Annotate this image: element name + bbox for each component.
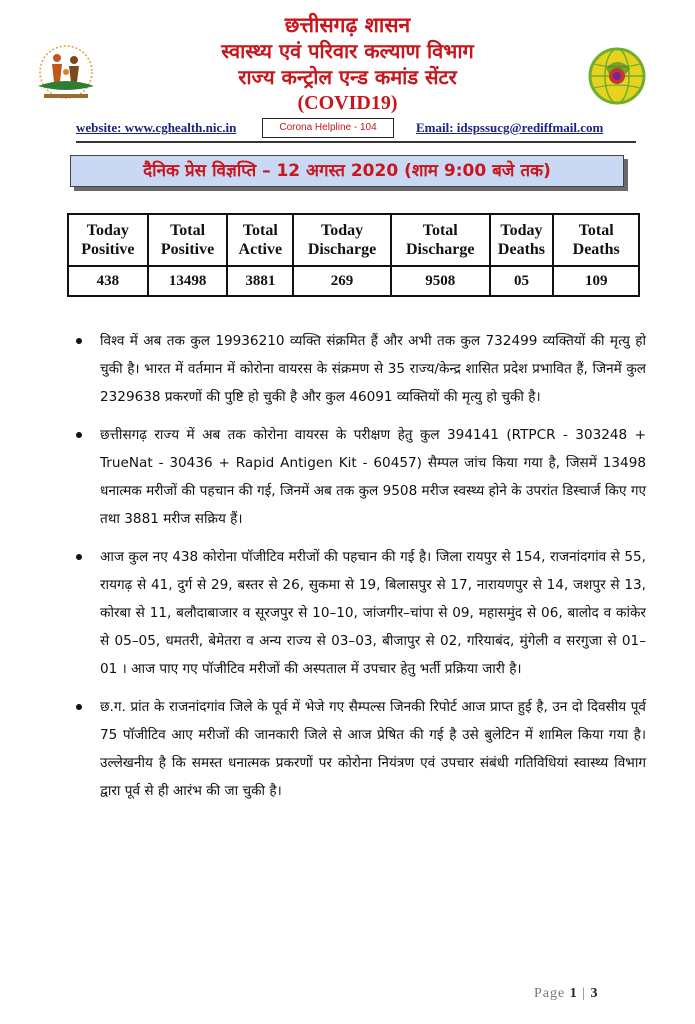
list-item bbox=[76, 693, 646, 805]
government-name: छत्तीसगढ़ शासन bbox=[284, 12, 411, 37]
value-today-discharge: 269 bbox=[293, 266, 391, 296]
list-item bbox=[76, 543, 646, 683]
control-center-name: राज्य कन्ट्रोल एन्ड कमांड सेंटर bbox=[238, 65, 457, 89]
covid-stats-table bbox=[67, 213, 640, 297]
header-total-active: Total Active bbox=[227, 214, 293, 266]
contact-bar bbox=[76, 118, 636, 140]
table-row bbox=[68, 266, 639, 296]
page-number: Page 1 | 3 bbox=[534, 986, 599, 1001]
press-release-title: दैनिक प्रेस विज्ञप्ति – 12 अगस्त 2020 (शाम 9:00 बजे तक) bbox=[70, 155, 624, 187]
table-header-row bbox=[68, 214, 639, 266]
helpline-box: Corona Helpline - 104 bbox=[262, 118, 394, 138]
list-item bbox=[76, 327, 646, 411]
value-total-active: 3881 bbox=[227, 266, 293, 296]
bullet-icon bbox=[76, 554, 82, 560]
value-total-deaths: 109 bbox=[553, 266, 639, 296]
bullet-text-world: विश्व में अब तक कुल 19936210 व्यक्ति संक्रमित हैं और अभी तक कुल 732499 व्यक्तियों की मृत्यु हो चुकी है। भारत में वर्तमान में कोरोना वायरस के संक्रमण से 35 राज्य/केन्द्र शासित प्रदेश प्रभावित हैं, जिनमें कुल 2329638 प्रकरणों की पुष्टि हो चुकी है और कुल 46091 व्यक्तियों की मृत्यु हो चुकी है। bbox=[100, 333, 646, 405]
value-today-positive: 438 bbox=[68, 266, 148, 296]
header-today-positive: Today Positive bbox=[68, 214, 148, 266]
globe-emblem-icon bbox=[586, 46, 648, 106]
covid-label: (COVID19) bbox=[297, 92, 398, 114]
website-link[interactable]: website: www.cghealth.nic.in bbox=[76, 120, 237, 135]
bullet-icon bbox=[76, 704, 82, 710]
bullet-text-rajnandgaon-note: छ.ग. प्रांत के राजनांदगांव जिले के पूर्व में भेजे गए सैम्पल्स जिनकी रिपोर्ट आज प्राप्त हुई है, उन दो दिवसीय पूर्व 75 पॉजीटिव आए मरीजों की जानकारी जिले से आज प्रेषित की गई है उसे बुलेटिन में शामिल किया गया है। उल्लेखनीय है कि समस्त धनात्मक प्रकरणों पर कोरोना नियंत्रण एवं उपचार संबंधी गतिविधियां स्वास्थ्य विभाग द्वारा पूर्व से ही आरंभ की जा चुकी है। bbox=[100, 699, 646, 799]
bullet-icon bbox=[76, 432, 82, 438]
email-link[interactable]: Email: idspssucg@rediffmail.com bbox=[416, 120, 604, 135]
header-divider bbox=[76, 141, 636, 143]
header-total-deaths: Total Deaths bbox=[553, 214, 639, 266]
value-total-discharge: 9508 bbox=[391, 266, 490, 296]
value-total-positive: 13498 bbox=[148, 266, 228, 296]
bullet-text-district-cases: आज कुल नए 438 कोरोना पॉजीटिव मरीजों की पहचान की गई है। जिला रायपुर से 154, राजनांदगांव से 55, रायगढ़ से 41, दुर्ग से 29, बस्तर से 26, सुकमा से 19, बिलासपुर से 17, नारायणपुर से 14, जशपुर से 13, कोरबा से 11, बलौदाबाजार व सूरजपुर से 10–10, जांजगीर–चांपा से 09, महासमुंद से 06, बालोद व कांकेर से 05–05, धमतरी, बेमेतरा व अन्य राज्य से 03–03, बीजापुर से 02, गरियाबंद, मुंगेली व सरगुजा से 01–01 । आज पाए गए पॉजीटिव मरीजों की अस्पताल में उपचार हेतु भर्ती प्रक्रिया जारी है। bbox=[100, 549, 646, 677]
header-total-discharge: Total Discharge bbox=[391, 214, 490, 266]
header-total-positive: Total Positive bbox=[148, 214, 228, 266]
bullet-icon bbox=[76, 338, 82, 344]
value-today-deaths: 05 bbox=[490, 266, 554, 296]
bulletin-body bbox=[76, 327, 646, 815]
bullet-text-state-testing: छत्तीसगढ़ राज्य में अब तक कोरोना वायरस के परीक्षण हेतु कुल 394141 (RTPCR - 303248 + TrueNat - 30436 + Rapid Antigen Kit - 60457) सैम्पल जांच किया गया है, जिसमें 13498 धनात्मक मरीजों की पहचान की गई, जिनमें अब तक कुल 9508 मरीज स्वस्थ्य होने के उपरांत डिस्चार्ज किए गए तथा 3881 मरीज सक्रिय हैं। bbox=[100, 427, 646, 527]
list-item bbox=[76, 421, 646, 533]
header-today-deaths: Today Deaths bbox=[490, 214, 554, 266]
department-name: स्वास्थ्य एवं परिवार कल्याण विभाग bbox=[221, 39, 474, 63]
header-today-discharge: Today Discharge bbox=[293, 214, 391, 266]
